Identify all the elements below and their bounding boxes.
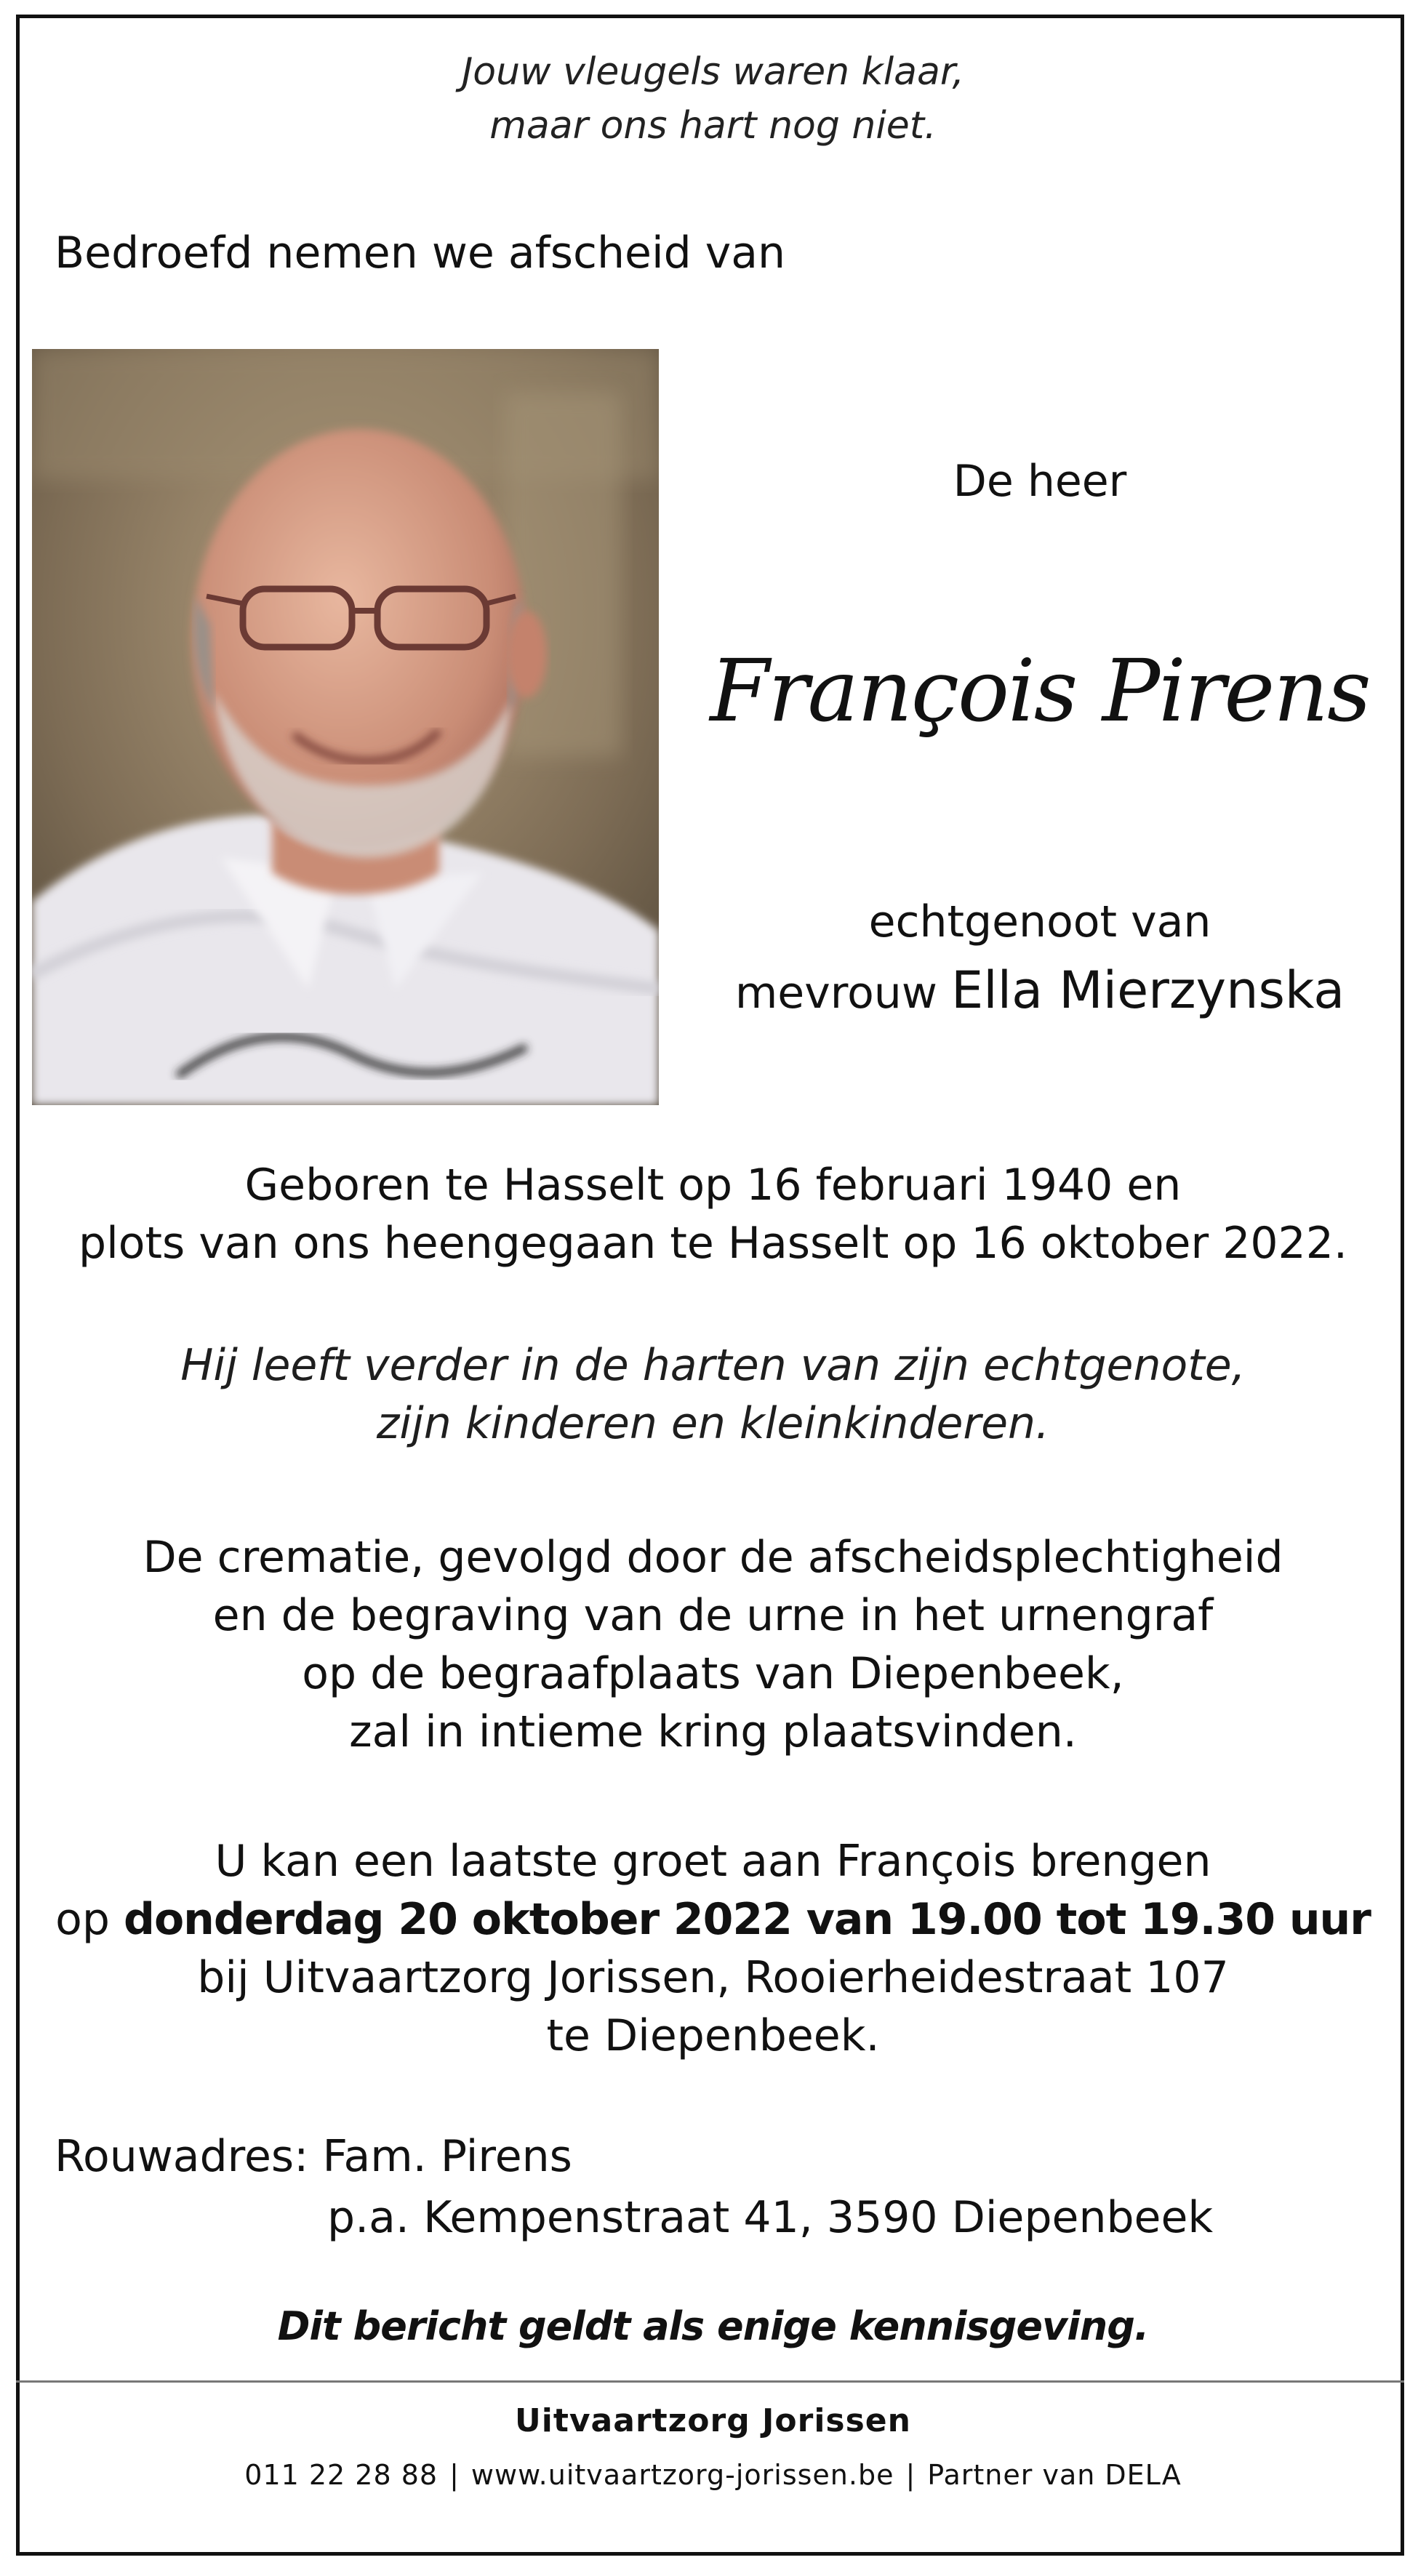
- ceremony-paragraph: [0, 1528, 1426, 1761]
- greeting-line-4: te Diepenbeek.: [546, 2010, 880, 2061]
- footer-divider: [16, 2380, 1404, 2383]
- lives-line-1: Hij leeft verder in de harten van zijn echtgenote,: [180, 1340, 1246, 1391]
- intro-text: Bedroefd nemen we afscheid van: [55, 228, 786, 278]
- ceremony-line-4: zal in intieme kring plaatsvinden.: [349, 1706, 1077, 1757]
- spouse-relation: echtgenoot van: [868, 896, 1211, 947]
- footer-website[interactable]: www.uitvaartzorg-jorissen.be: [470, 2459, 894, 2491]
- mourning-address-line: p.a. Kempenstraat 41, 3590 Diepenbeek: [327, 2192, 1214, 2243]
- greeting-prefix: op: [55, 1894, 110, 1945]
- ceremony-line-1: De crematie, gevolgd door de afscheidsplechtigheid: [143, 1532, 1283, 1583]
- spouse-line: [698, 961, 1382, 1022]
- spouse-prefix: mevrouw: [734, 968, 937, 1019]
- spouse-name: Ella Mierzynska: [950, 960, 1345, 1020]
- sole-notice: Dit bericht geldt als enige kennisgeving.: [277, 2303, 1149, 2349]
- footer-phone: 011 22 28 88: [244, 2459, 438, 2491]
- deceased-name: François Pirens: [710, 641, 1370, 741]
- greeting-line-2: [0, 1890, 1426, 1949]
- born-line-2: plots van ons heengegaan te Hasselt op 16 oktober 2022.: [79, 1218, 1347, 1269]
- portrait-photo-icon: [32, 349, 659, 1105]
- footer-separator-2: |: [905, 2459, 916, 2491]
- greeting-line-3: bij Uitvaartzorg Jorissen, Rooierheidestraat 107: [197, 1952, 1229, 2003]
- lives-line-2: zijn kinderen en kleinkinderen.: [376, 1398, 1050, 1449]
- greeting-paragraph: [0, 1832, 1426, 2065]
- greeting-line-1: U kan een laatste groet aan François brengen: [215, 1836, 1211, 1887]
- mourning-address-label: Rouwadres: Fam. Pirens: [55, 2131, 572, 2182]
- ceremony-line-3: op de begraafplaats van Diepenbeek,: [302, 1648, 1124, 1699]
- footer-contact: [0, 2455, 1426, 2495]
- greeting-datetime: donderdag 20 oktober 2022 van 19.00 tot 19.30 uur: [124, 1894, 1371, 1945]
- motto-line-2: maar ons hart nog niet.: [489, 104, 937, 148]
- footer-company: Uitvaartzorg Jorissen: [515, 2402, 911, 2439]
- lives-on-paragraph: [0, 1336, 1426, 1453]
- footer-separator-1: |: [449, 2459, 460, 2491]
- portrait-photo: [32, 349, 659, 1105]
- deceased-title: De heer: [953, 456, 1127, 507]
- footer-partner: Partner van DELA: [927, 2459, 1182, 2491]
- motto-line-1: Jouw vleugels waren klaar,: [461, 50, 965, 94]
- birth-death-paragraph: [0, 1156, 1426, 1272]
- motto: [0, 45, 1426, 153]
- born-line-1: Geboren te Hasselt op 16 februari 1940 en: [244, 1160, 1182, 1211]
- ceremony-line-2: en de begraving van de urne in het urnengraf: [212, 1590, 1214, 1641]
